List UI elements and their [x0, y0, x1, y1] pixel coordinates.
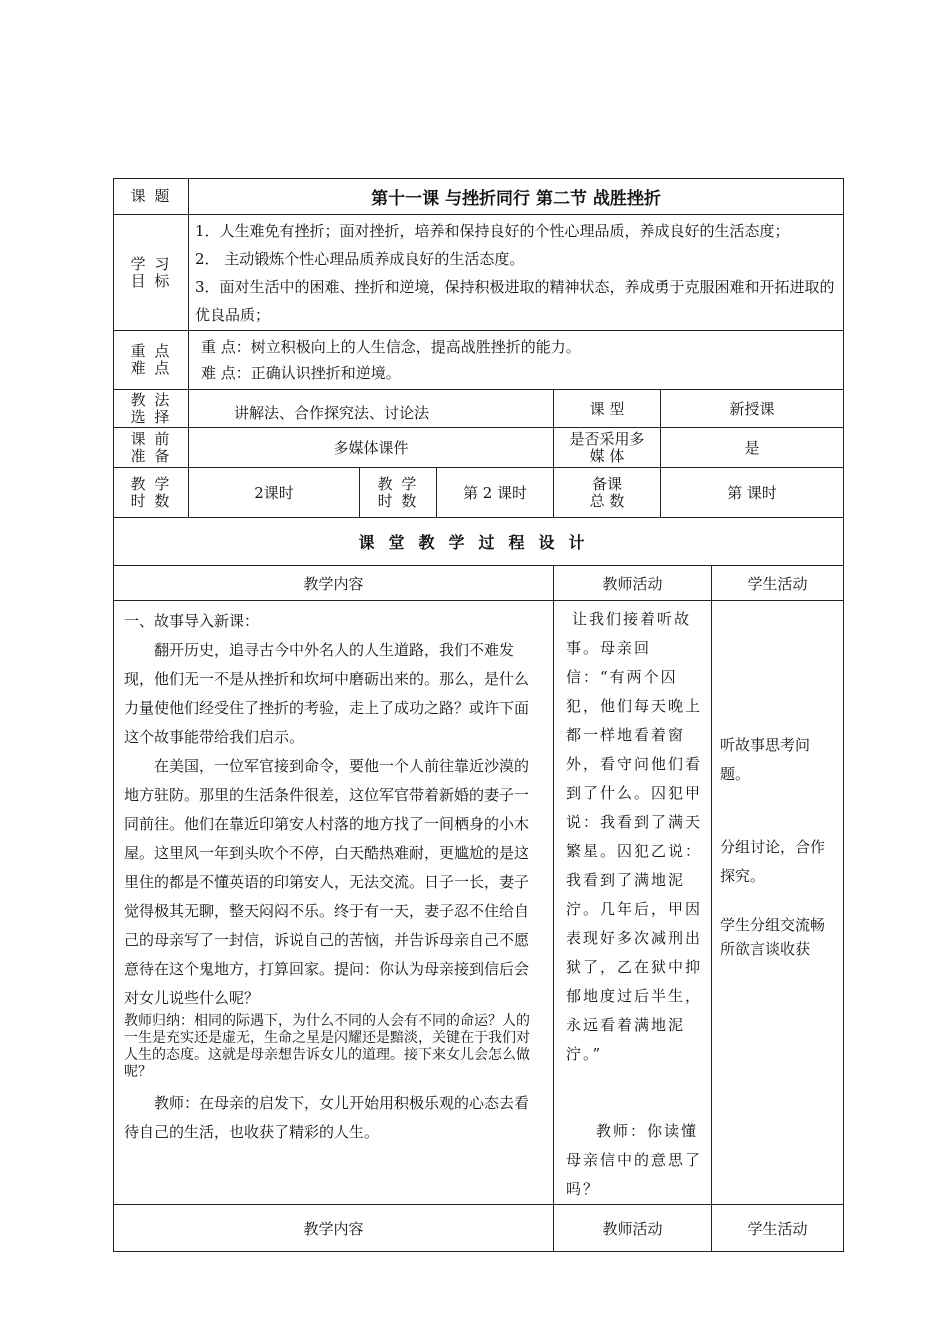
- hours-label: 教 学 时 数: [114, 468, 189, 518]
- hours-value: 2课时: [189, 468, 360, 518]
- content-story: 在美国，一位军官接到命令，要他一个人前往靠近沙漠的地方驻防。那里的生活条件很差，这位军官带着新婚的妻子一同前往。他们在靠近印第安人村落的地方找了一间栖身的小木屋。这里风一年到头吹个不停，白天酷热难耐，更尴尬的是这里住的都是不懂英语的印第安人，无法交流。日子一长，妻子觉得极其无聊，整天闷闷不乐。终于有一天，妻子忍不住给自己的母亲写了一封信，诉说自己的苦恼，并告诉母亲自己不愿意待在这个鬼地方，打算回家。提问：你认为母亲接到信后会对女儿说些什么呢？: [124, 757, 530, 1007]
- hours-row: [114, 468, 844, 518]
- goals-label: 学 习 目 标: [114, 215, 189, 331]
- content-conclusion: 教师：在母亲的启发下，女儿开始用积极乐观的心态去看待自己的生活，也收获了精彩的人生。: [124, 1094, 530, 1141]
- col-content-header: 教学内容: [114, 566, 554, 601]
- course-label: 课 题: [114, 179, 189, 215]
- prep-total-value: 第 课时: [661, 468, 844, 518]
- goals-list: [189, 215, 844, 331]
- content-intro: 翻开历史，追寻古今中外名人的人生道路，我们不难发现，他们无一不是从挫折和坎坷中磨砺出来的。那么，是什么力量使他们经受住了挫折的考验，走上了成功之路？或许下面这个故事能带给我们启示。: [124, 641, 530, 746]
- teacher-question: 教师：你读懂母亲信中的意思了吗？: [566, 1122, 703, 1198]
- difficult-point: 难 点：正确认识挫折和逆境。: [201, 364, 401, 382]
- student-item: 分组讨论，合作探究。: [720, 838, 826, 885]
- key-point: 重 点：树立积极向上的人生信念，提高战胜挫折的能力。: [201, 338, 581, 356]
- lesson-plan-document: [113, 178, 843, 1252]
- prep-row: [114, 428, 844, 468]
- goals-row: [114, 215, 844, 331]
- goal-item: 2． 主动锻炼个性心理品质养成良好的生活态度。: [195, 249, 525, 268]
- lesson-plan-table: [113, 178, 844, 1252]
- key-points-row: [114, 331, 844, 390]
- prep-total-label: 备课 总 数: [554, 468, 661, 518]
- col-content-footer: 教学内容: [114, 1205, 554, 1252]
- goal-item: 1．人生难免有挫折；面对挫折，培养和保持良好的个性心理品质，养成良好的生活态度；: [195, 221, 790, 240]
- type-value: 新授课: [661, 390, 844, 428]
- course-row: [114, 179, 844, 215]
- teaching-content: [114, 601, 554, 1205]
- method-label: 教 法 选 择: [114, 390, 189, 428]
- student-activity: [712, 601, 844, 1205]
- prep-value: 多媒体课件: [189, 428, 554, 468]
- teacher-activity: [554, 601, 712, 1205]
- time-label: 教 学 时 数: [360, 468, 437, 518]
- section-row: [114, 518, 844, 566]
- process-body-row: [114, 601, 844, 1205]
- prep-label: 课 前 准 备: [114, 428, 189, 468]
- course-title: 第十一课 与挫折同行 第二节 战胜挫折: [189, 179, 844, 215]
- time-value: 第 2 课时: [437, 468, 554, 518]
- col-student-header: 学生活动: [712, 566, 844, 601]
- col-teacher-footer: 教师活动: [554, 1205, 712, 1252]
- key-points-content: [189, 331, 844, 390]
- student-item: 听故事思考问题。: [720, 736, 811, 783]
- section-title: 课堂教学过程设计: [114, 518, 844, 566]
- teacher-story: 让我们接着听故事。母亲回信：“有两个囚犯，他们每天晚上都一样地看着窗外，看守问他们看到了什么。囚犯甲说：我看到了满天繁星。囚犯乙说：我看到了满地泥泞。几年后，甲因表现好多次减刑出狱了，乙在狱中抑郁地度过后半生，永远看着满地泥泞。”: [566, 610, 703, 1063]
- col-student-footer: 学生活动: [712, 1205, 844, 1252]
- process-footer-row: [114, 1205, 844, 1252]
- method-row: [114, 390, 844, 428]
- col-teacher-header: 教师活动: [554, 566, 712, 601]
- multimedia-value: 是: [661, 428, 844, 468]
- student-item: 学生分组交流畅所欲言谈收获: [720, 916, 826, 958]
- type-label: 课 型: [554, 390, 661, 428]
- content-summary: 教师归纳：相同的际遇下，为什么不同的人会有不同的命运？人的一生是充实还是虚无，生命之星是闪耀还是黯淡，关键在于我们对人生的态度。这就是母亲想告诉女儿的道理。接下来女儿会怎么做呢？: [124, 1013, 530, 1080]
- method-value: 讲解法、合作探究法、讨论法: [189, 390, 554, 428]
- key-points-label: 重 点 难 点: [114, 331, 189, 390]
- goal-item: 3．面对生活中的困难、挫折和逆境，保持积极进取的精神状态，养成勇于克服困难和开拓进取的优良品质；: [195, 277, 835, 324]
- multimedia-label: 是否采用多 媒 体: [554, 428, 661, 468]
- process-header-row: [114, 566, 844, 601]
- content-heading: 一、故事导入新课：: [124, 612, 260, 630]
